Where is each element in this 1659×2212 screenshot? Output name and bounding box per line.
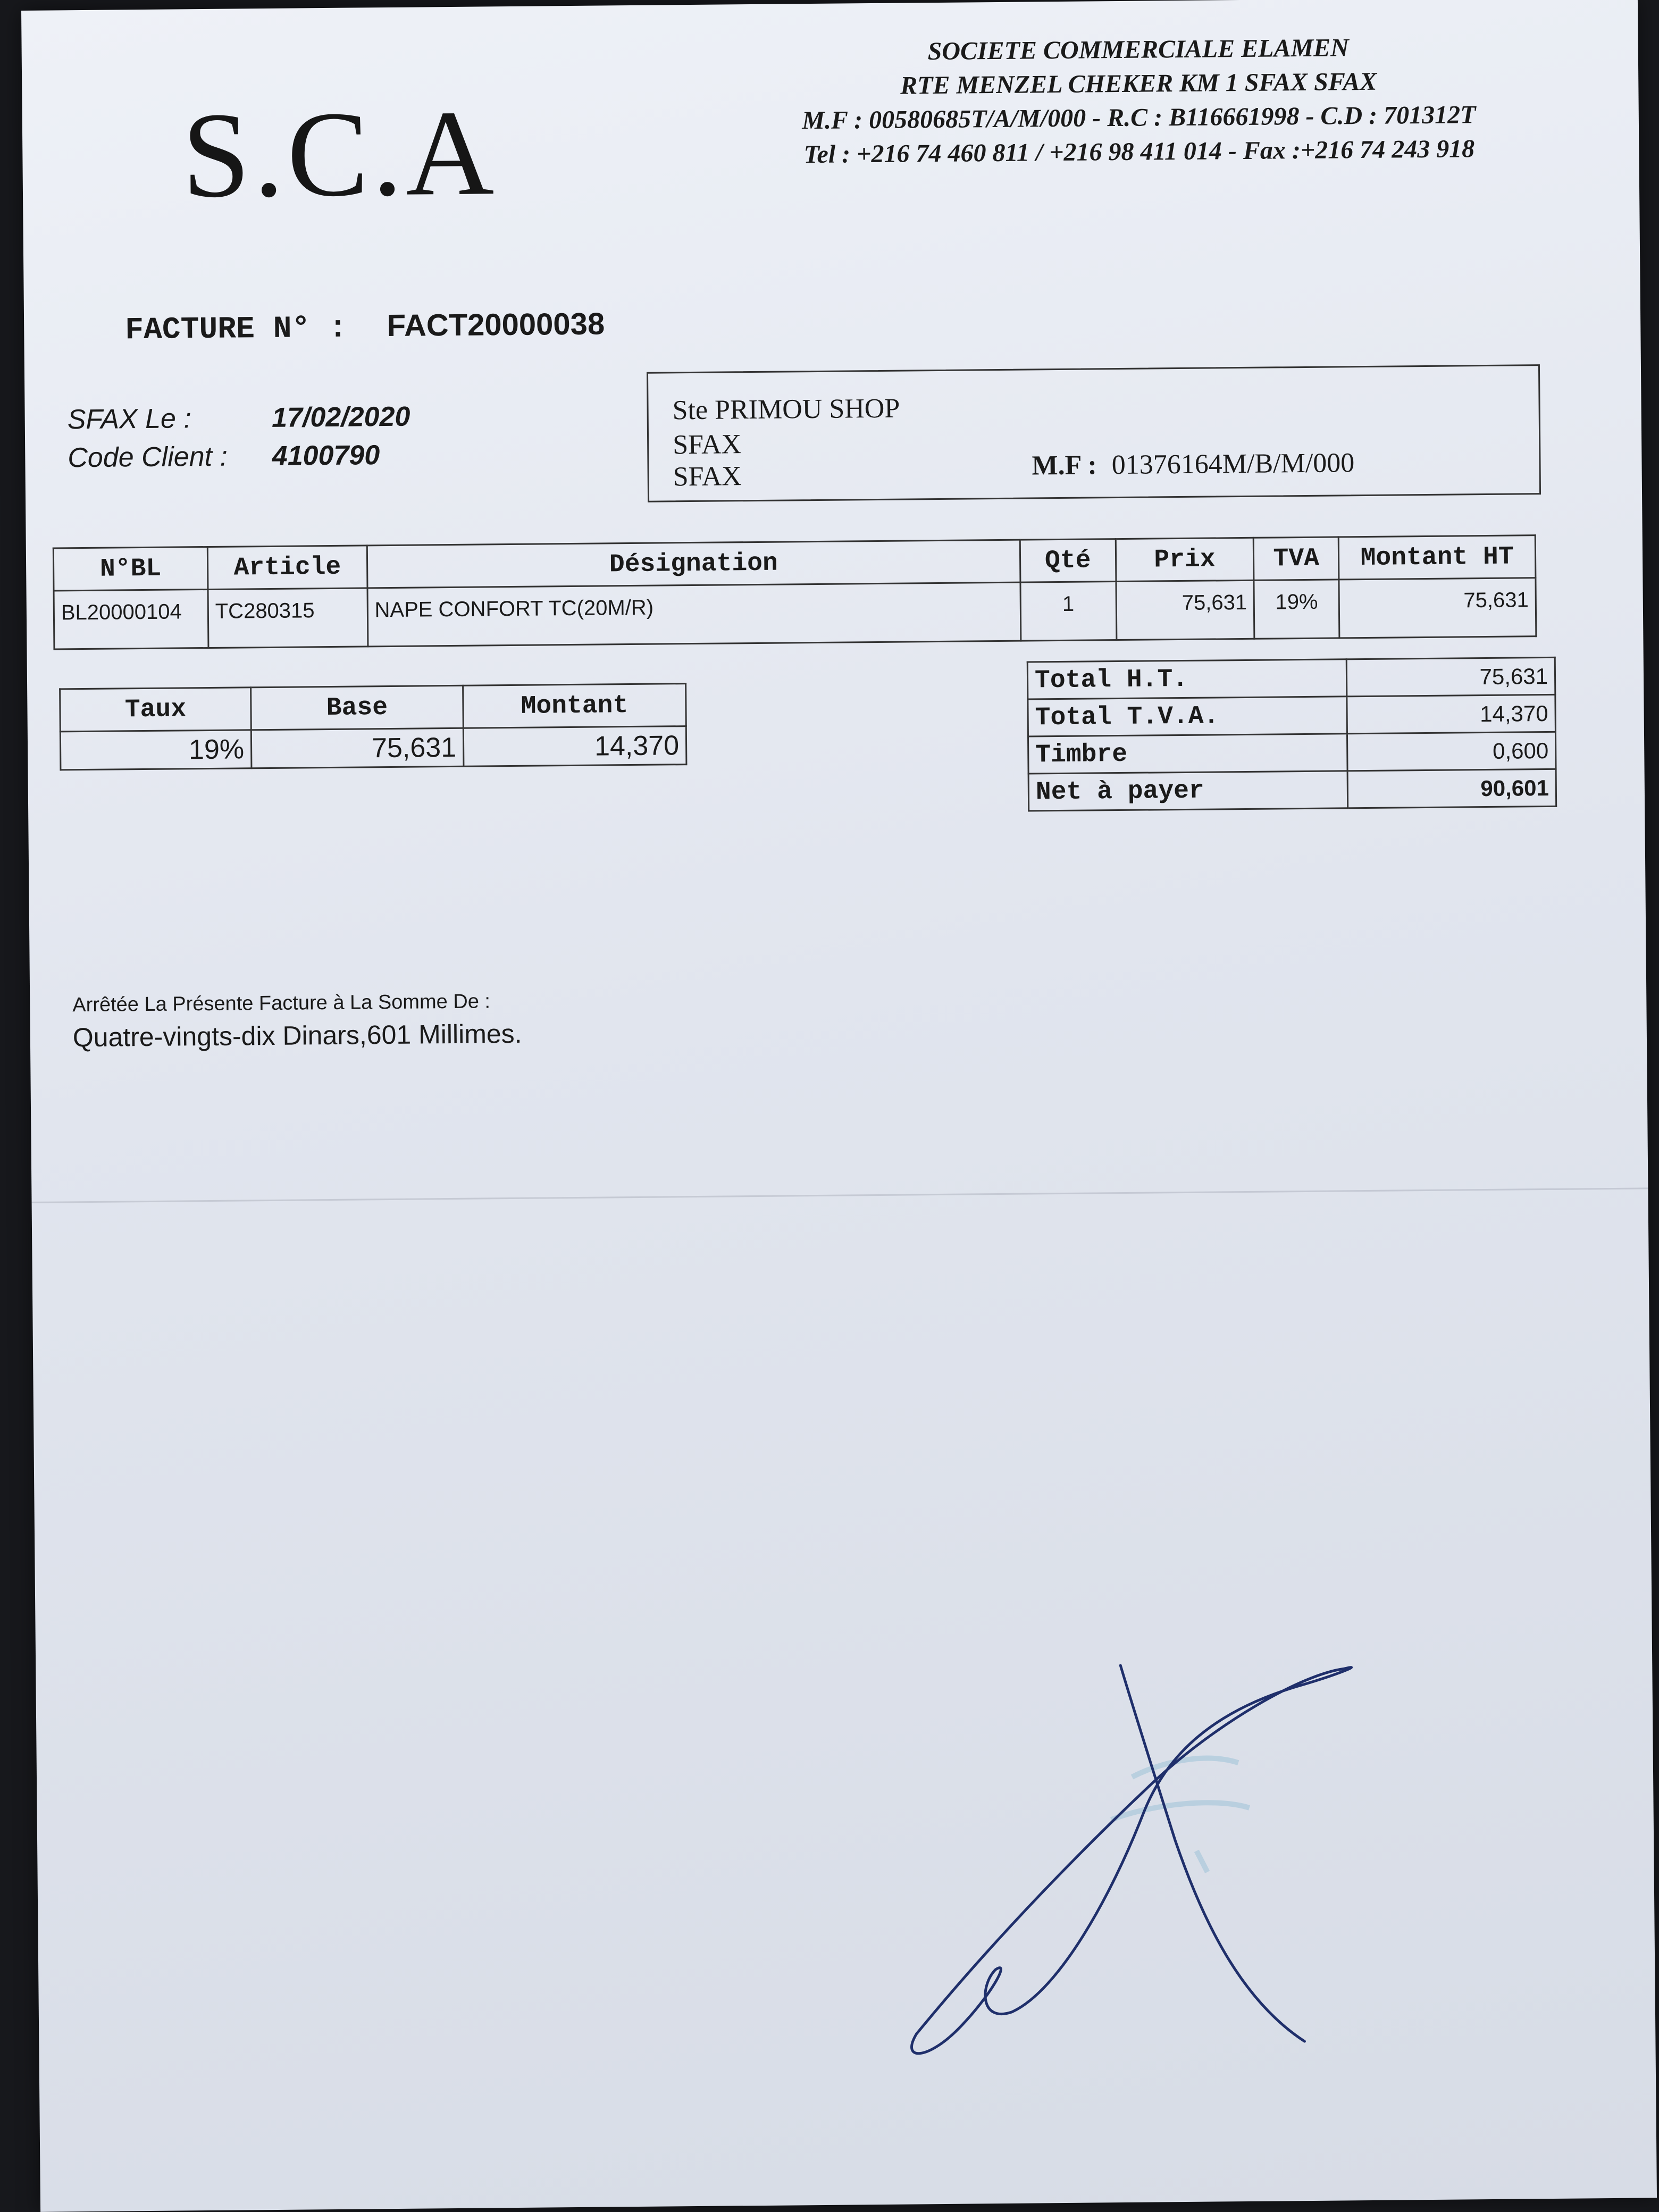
vat-header-rate: Taux xyxy=(60,688,252,732)
invoice-number-line xyxy=(125,306,605,348)
timbre-label: Timbre xyxy=(1028,734,1347,774)
total-ht-label: Total H.T. xyxy=(1027,659,1347,699)
client-box xyxy=(647,364,1541,502)
net-row xyxy=(1028,769,1556,811)
client-address-2: SFAX xyxy=(673,461,742,492)
col-header-designation: Désignation xyxy=(367,540,1020,588)
col-header-amount-ht: Montant HT xyxy=(1338,535,1536,580)
client-name: Ste PRIMOU SHOP xyxy=(672,393,900,426)
amount-words: Quatre-vingts-dix Dinars,601 Millimes. xyxy=(72,1018,522,1053)
company-contact: Tel : +216 74 460 811 / +216 98 411 014 - Fax :+216 74 243 918 xyxy=(803,135,1475,169)
company-registration: M.F : 00580685T/A/M/000 - R.C : B116661998 - C.D : 701312T xyxy=(802,100,1476,135)
amount-words-label: Arrêtée La Présente Facture à La Somme De : xyxy=(72,990,491,1017)
client-mf-value: 01376164M/B/M/000 xyxy=(1111,448,1355,481)
table-row xyxy=(54,578,1536,649)
col-header-qty: Qté xyxy=(1020,539,1116,583)
client-mf-label: M.F : xyxy=(1032,450,1097,481)
invoice-meta xyxy=(67,401,410,481)
cell-price: 75,631 xyxy=(1116,580,1255,640)
cell-amount-ht: 75,631 xyxy=(1339,578,1536,638)
cell-bl: BL20000104 xyxy=(54,589,208,649)
total-tva-row xyxy=(1028,694,1556,736)
cell-designation: NAPE CONFORT TC(20M/R) xyxy=(367,582,1021,647)
vat-row xyxy=(60,726,686,770)
vat-amount: 14,370 xyxy=(463,726,686,767)
amount-in-words xyxy=(72,990,522,1053)
invoice-lines-table xyxy=(53,534,1537,650)
client-code: 4100790 xyxy=(272,440,380,472)
company-info xyxy=(728,29,1548,172)
net-label: Net à payer xyxy=(1028,771,1348,811)
timbre-row xyxy=(1028,732,1556,774)
invoice-date: 17/02/2020 xyxy=(271,401,410,433)
cell-vat: 19% xyxy=(1254,580,1339,639)
date-label: SFAX Le : xyxy=(67,403,192,435)
vat-header-base: Base xyxy=(251,685,464,730)
client-code-label: Code Client : xyxy=(68,441,228,474)
vat-base: 75,631 xyxy=(251,728,464,768)
total-ht-value: 75,631 xyxy=(1346,657,1555,696)
total-ht-row xyxy=(1027,657,1555,699)
col-header-price: Prix xyxy=(1116,538,1254,581)
company-name: SOCIETE COMMERCIALE ELAMEN xyxy=(927,33,1350,66)
vat-header-amount: Montant xyxy=(463,684,686,728)
vat-rate: 19% xyxy=(60,730,252,770)
vat-summary-table xyxy=(59,683,687,770)
company-logo: S.C.A xyxy=(181,85,498,223)
invoice-sheet xyxy=(21,0,1657,2212)
client-tax-id xyxy=(1032,447,1354,481)
col-header-bl: N°BL xyxy=(53,547,208,591)
cell-qty: 1 xyxy=(1020,582,1117,641)
signature xyxy=(833,1636,1422,2077)
company-address: RTE MENZEL CHEKER KM 1 SFAX SFAX xyxy=(900,67,1377,100)
totals-table xyxy=(1027,657,1557,812)
paper-fold xyxy=(32,1187,1648,1203)
net-value: 90,601 xyxy=(1347,769,1556,808)
signature-stroke xyxy=(908,1663,1354,2054)
cell-article: TC280315 xyxy=(208,588,368,648)
timbre-value: 0,600 xyxy=(1347,732,1556,770)
invoice-number-label: FACTURE N° : xyxy=(124,311,348,348)
total-tva-label: Total T.V.A. xyxy=(1028,697,1347,736)
client-address-1: SFAX xyxy=(672,429,742,460)
col-header-article: Article xyxy=(207,546,367,590)
invoice-number: FACT20000038 xyxy=(387,306,605,343)
vat-header-row xyxy=(60,684,686,732)
total-tva-value: 14,370 xyxy=(1347,694,1556,733)
col-header-vat: TVA xyxy=(1254,537,1339,580)
